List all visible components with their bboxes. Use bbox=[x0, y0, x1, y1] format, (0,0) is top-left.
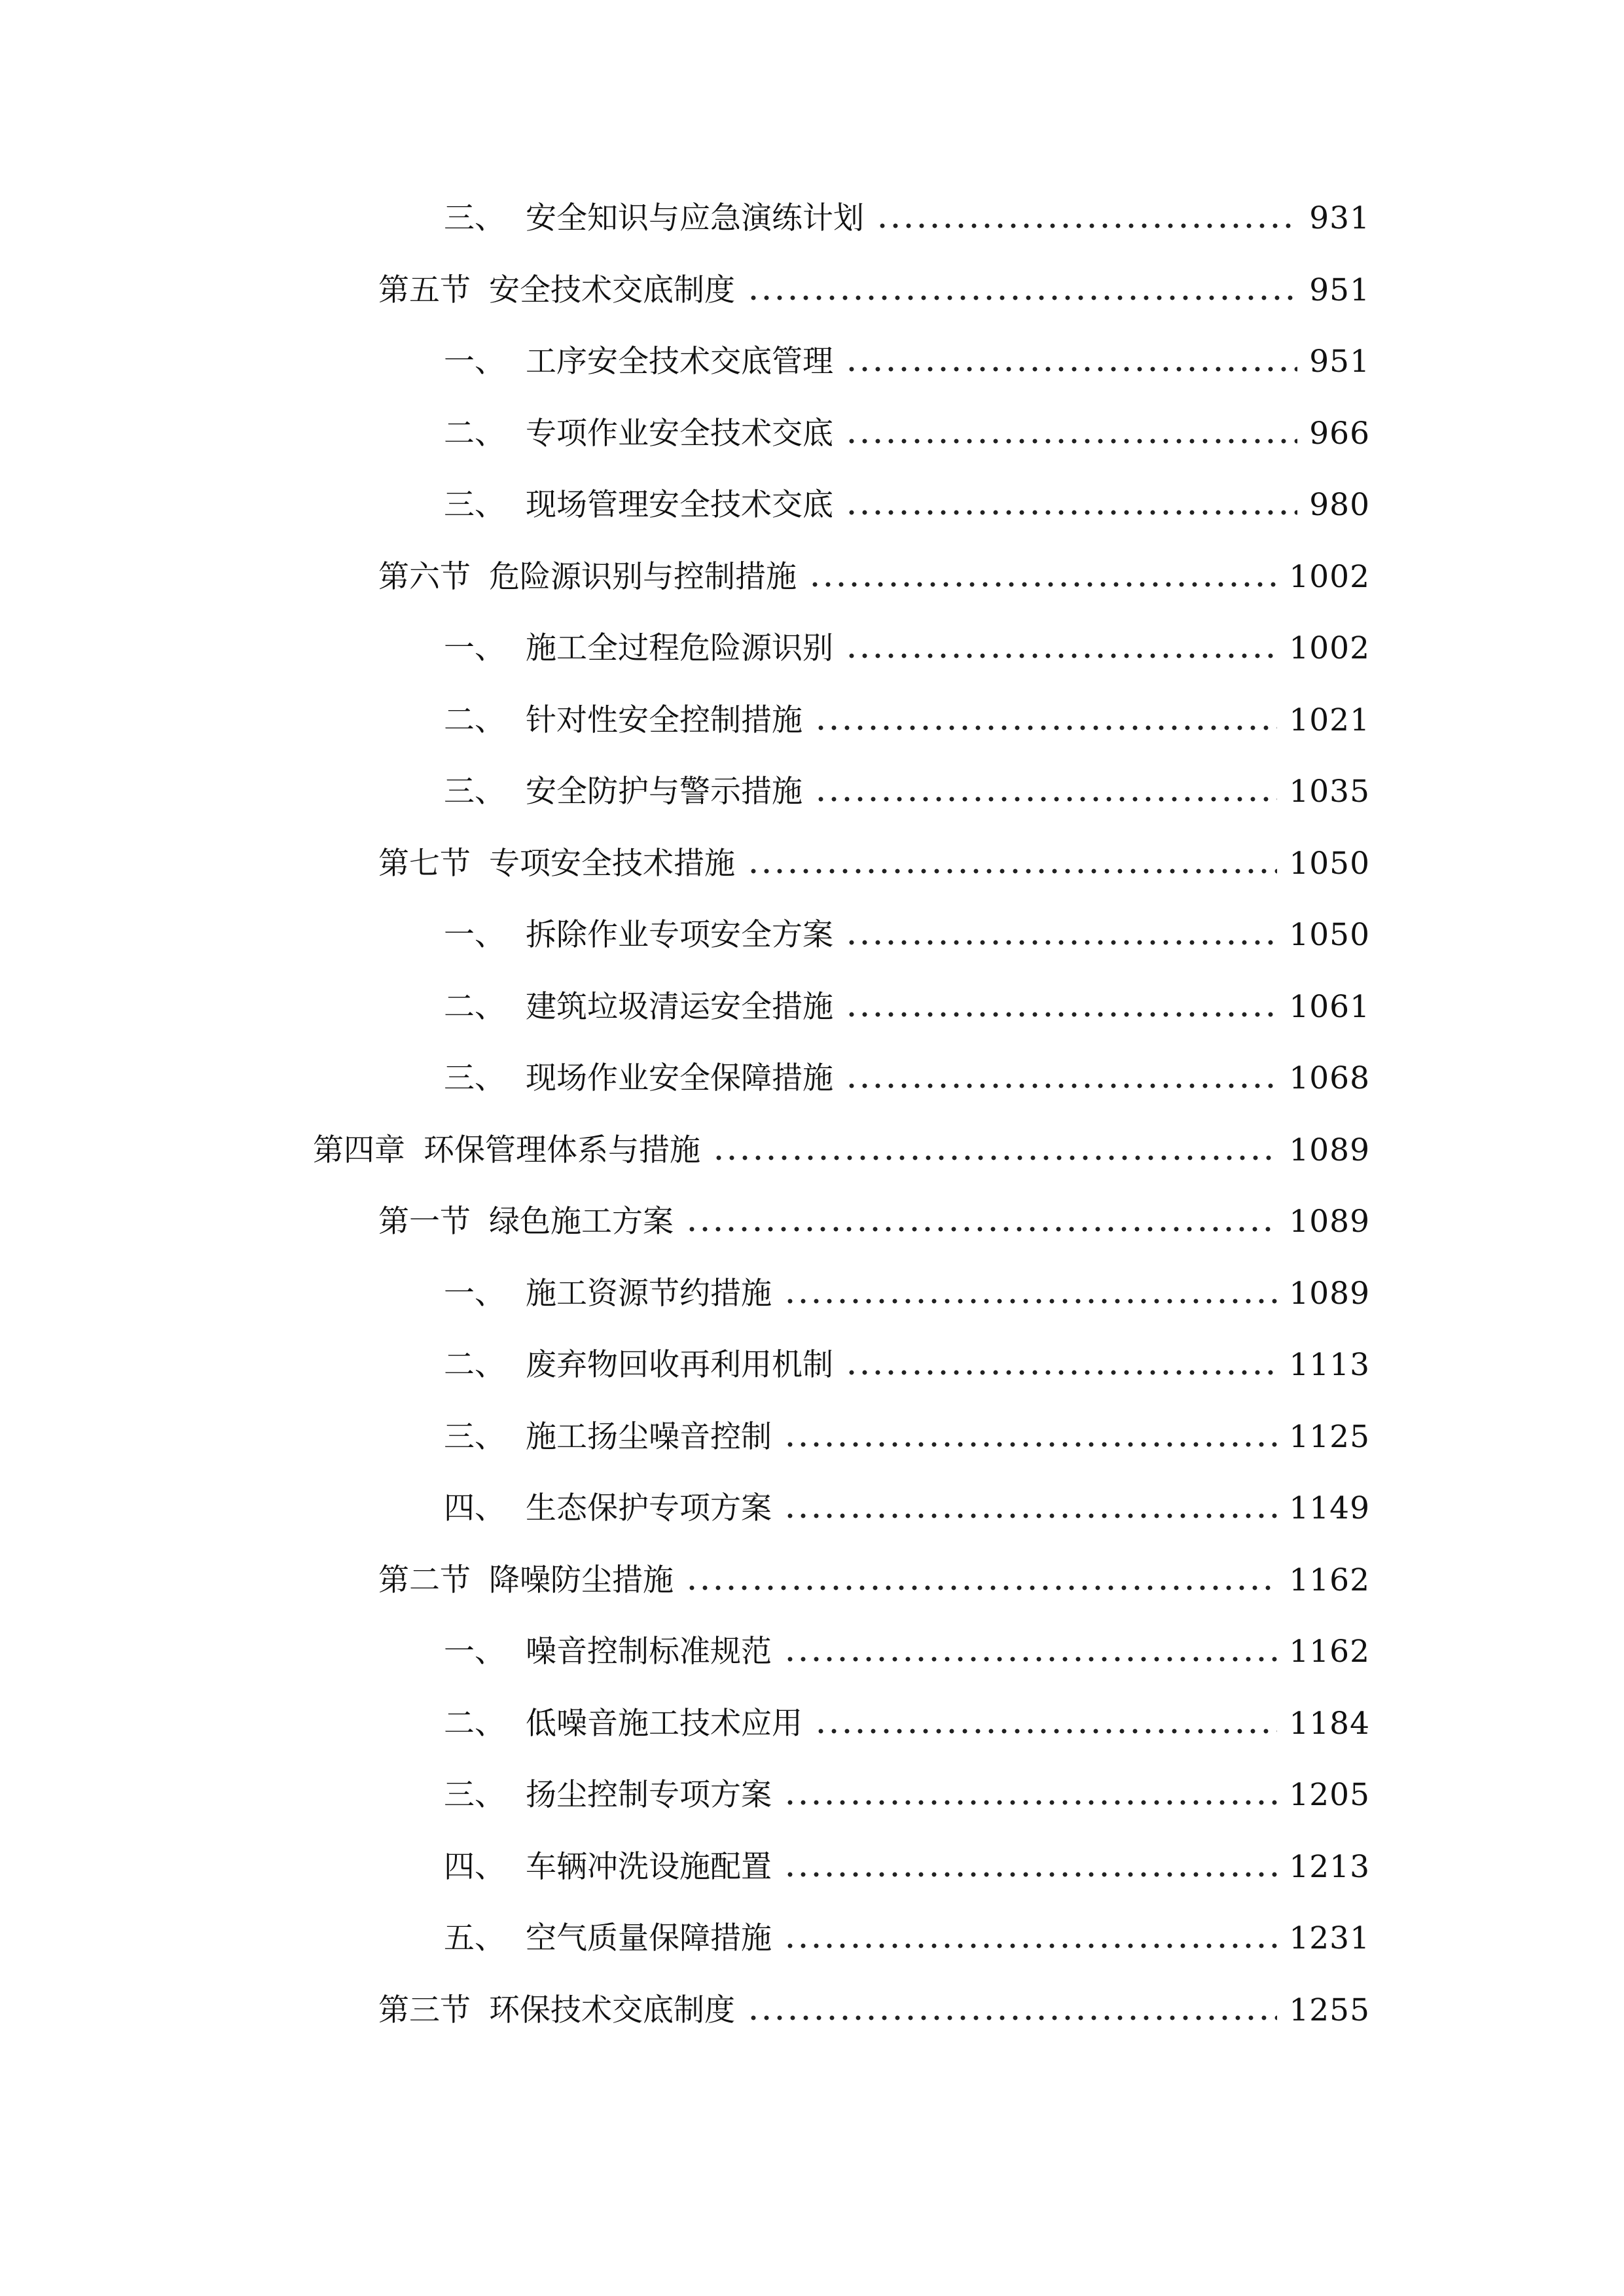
toc-entry-title: 现场管理安全技术交底 bbox=[526, 487, 833, 523]
toc-entry-number: 第三节 bbox=[378, 1992, 471, 2028]
toc-entry[interactable] bbox=[444, 1268, 1370, 1320]
toc-entry-page: 1113 bbox=[1289, 1347, 1370, 1383]
toc-entry-page: 1089 bbox=[1289, 1132, 1370, 1168]
toc-entry-title: 生态保护专项方案 bbox=[526, 1490, 772, 1526]
toc-entry-number: 三、 bbox=[444, 487, 505, 523]
toc-entry[interactable] bbox=[378, 1196, 1370, 1248]
toc-entry-page: 1002 bbox=[1289, 559, 1370, 595]
dot-leader bbox=[845, 653, 1277, 659]
toc-entry-number: 一、 bbox=[444, 917, 505, 953]
toc-entry-title: 安全防护与警示措施 bbox=[526, 774, 803, 810]
toc-entry-page: 1162 bbox=[1289, 1562, 1370, 1598]
dot-leader bbox=[845, 1083, 1277, 1089]
toc-entry-number: 第二节 bbox=[378, 1562, 471, 1598]
toc-entry-page: 931 bbox=[1309, 200, 1370, 236]
toc-entry-title: 车辆冲洗设施配置 bbox=[526, 1849, 772, 1885]
toc-entry-number: 二、 bbox=[444, 989, 505, 1025]
toc-entry-number: 三、 bbox=[444, 200, 505, 236]
toc-entry-page: 1089 bbox=[1289, 1204, 1370, 1240]
toc-entry[interactable] bbox=[378, 1554, 1370, 1607]
toc-entry-title: 施工资源节约措施 bbox=[526, 1276, 772, 1312]
toc-entry-number: 三、 bbox=[444, 1419, 505, 1455]
dot-leader bbox=[747, 868, 1277, 874]
toc-entry-number: 二、 bbox=[444, 1706, 505, 1742]
toc-entry-page: 1213 bbox=[1289, 1849, 1370, 1885]
toc-entry[interactable] bbox=[378, 264, 1370, 317]
toc-entry-title: 环保技术交底制度 bbox=[489, 1992, 735, 2028]
dot-leader bbox=[814, 796, 1277, 802]
toc-entry[interactable] bbox=[444, 1482, 1370, 1535]
dot-leader bbox=[784, 1298, 1277, 1304]
toc-entry[interactable] bbox=[444, 1912, 1370, 1965]
toc-entry-page: 1021 bbox=[1289, 702, 1370, 738]
toc-entry[interactable] bbox=[444, 622, 1370, 675]
dot-leader bbox=[747, 295, 1297, 301]
toc-entry-title: 现场作业安全保障措施 bbox=[526, 1060, 833, 1096]
toc-entry[interactable] bbox=[444, 408, 1370, 460]
toc-entry-page: 1068 bbox=[1289, 1060, 1370, 1096]
dot-leader bbox=[784, 1799, 1277, 1806]
toc-entry[interactable] bbox=[444, 479, 1370, 531]
toc-entry-page: 1255 bbox=[1289, 1992, 1370, 2028]
toc-entry-number: 一、 bbox=[444, 630, 505, 666]
toc-entry-title: 安全技术交底制度 bbox=[489, 272, 735, 308]
dot-leader bbox=[845, 438, 1297, 444]
dot-leader bbox=[784, 1943, 1277, 1949]
toc-entry[interactable] bbox=[444, 694, 1370, 747]
toc-entry-title: 专项安全技术措施 bbox=[489, 846, 735, 882]
toc-entry-title: 工序安全技术交底管理 bbox=[526, 344, 833, 380]
toc-entry-page: 1061 bbox=[1289, 989, 1370, 1025]
dot-leader bbox=[814, 1728, 1277, 1734]
toc-entry[interactable] bbox=[444, 1841, 1370, 1893]
dot-leader bbox=[784, 1513, 1277, 1519]
dot-leader bbox=[685, 1226, 1277, 1232]
toc-entry-number: 一、 bbox=[444, 1276, 505, 1312]
toc-entry-title: 扬尘控制专项方案 bbox=[526, 1777, 772, 1813]
toc-entry-title: 专项作业安全技术交底 bbox=[526, 416, 833, 452]
toc-entry[interactable] bbox=[444, 1626, 1370, 1678]
dot-leader bbox=[784, 1656, 1277, 1662]
toc-entry-page: 1050 bbox=[1289, 846, 1370, 882]
toc-entry-title: 低噪音施工技术应用 bbox=[526, 1706, 803, 1742]
toc-entry-page: 1002 bbox=[1289, 630, 1370, 666]
toc-entry-page: 1089 bbox=[1289, 1276, 1370, 1312]
toc-entry-title: 危险源识别与控制措施 bbox=[489, 559, 797, 595]
toc-entry-title: 施工扬尘噪音控制 bbox=[526, 1419, 772, 1455]
toc-entry-title: 针对性安全控制措施 bbox=[526, 702, 803, 738]
toc-entry-number: 四、 bbox=[444, 1490, 505, 1526]
toc-entry-number: 第五节 bbox=[378, 272, 471, 308]
toc-entry[interactable] bbox=[444, 981, 1370, 1033]
toc-entry-number: 第六节 bbox=[378, 559, 471, 595]
toc-entry-title: 降噪防尘措施 bbox=[489, 1562, 674, 1598]
toc-entry[interactable] bbox=[444, 192, 1370, 245]
toc-entry-number: 第四章 bbox=[313, 1132, 405, 1168]
dot-leader bbox=[845, 939, 1277, 946]
toc-entry[interactable] bbox=[444, 1411, 1370, 1463]
toc-entry[interactable] bbox=[378, 551, 1370, 603]
toc-entry[interactable] bbox=[444, 1339, 1370, 1391]
toc-entry-number: 第七节 bbox=[378, 846, 471, 882]
toc-entry-number: 第一节 bbox=[378, 1204, 471, 1240]
toc-entry-title: 安全知识与应急演练计划 bbox=[526, 200, 864, 236]
dot-leader bbox=[845, 366, 1297, 372]
toc-entry[interactable] bbox=[378, 1984, 1370, 2037]
toc-entry-title: 拆除作业专项安全方案 bbox=[526, 917, 833, 953]
toc-entry-title: 空气质量保障措施 bbox=[526, 1920, 772, 1956]
dot-leader bbox=[845, 509, 1297, 516]
toc-entry-page: 951 bbox=[1309, 344, 1370, 380]
toc-entry-page: 1125 bbox=[1289, 1419, 1370, 1455]
toc-entry-page: 980 bbox=[1309, 487, 1370, 523]
toc-entry[interactable] bbox=[378, 838, 1370, 890]
toc-entry-page: 966 bbox=[1309, 416, 1370, 452]
toc-entry-number: 四、 bbox=[444, 1849, 505, 1885]
dot-leader bbox=[685, 1585, 1277, 1591]
toc-entry-number: 三、 bbox=[444, 1060, 505, 1096]
toc-entry-page: 1050 bbox=[1289, 917, 1370, 953]
toc-entry-number: 二、 bbox=[444, 702, 505, 738]
toc-entry-page: 1205 bbox=[1289, 1777, 1370, 1813]
toc-entry[interactable] bbox=[444, 1698, 1370, 1750]
toc-entry-number: 三、 bbox=[444, 1777, 505, 1813]
toc-entry-number: 二、 bbox=[444, 1347, 505, 1383]
toc-entry[interactable] bbox=[444, 1769, 1370, 1821]
toc-entry-title: 废弃物回收再利用机制 bbox=[526, 1347, 833, 1383]
toc-entry-page: 1231 bbox=[1289, 1920, 1370, 1956]
dot-leader bbox=[814, 725, 1277, 731]
toc-entry-page: 1162 bbox=[1289, 1634, 1370, 1670]
dot-leader bbox=[876, 223, 1297, 229]
toc-entry-page: 1184 bbox=[1289, 1706, 1370, 1742]
dot-leader bbox=[808, 581, 1277, 588]
toc-entry-page: 1035 bbox=[1289, 774, 1370, 810]
toc-entry-number: 三、 bbox=[444, 774, 505, 810]
toc-entry-title: 建筑垃圾清运安全措施 bbox=[526, 989, 833, 1025]
toc-entry-number: 五、 bbox=[444, 1920, 505, 1956]
toc-entry-number: 二、 bbox=[444, 416, 505, 452]
toc-entry-number: 一、 bbox=[444, 344, 505, 380]
toc-entry-page: 951 bbox=[1309, 272, 1370, 308]
toc-entry-title: 绿色施工方案 bbox=[489, 1204, 674, 1240]
toc-entry-title: 施工全过程危险源识别 bbox=[526, 630, 833, 666]
toc-entry-page: 1149 bbox=[1289, 1490, 1370, 1526]
toc-entry[interactable] bbox=[444, 909, 1370, 961]
toc-entry-number: 一、 bbox=[444, 1634, 505, 1670]
toc-entry-title: 环保管理体系与措施 bbox=[424, 1132, 700, 1168]
dot-leader bbox=[845, 1011, 1277, 1018]
dot-leader bbox=[747, 2015, 1277, 2021]
dot-leader bbox=[845, 1369, 1277, 1376]
dot-leader bbox=[784, 1871, 1277, 1878]
toc-entry[interactable] bbox=[444, 1052, 1370, 1105]
dot-leader bbox=[784, 1441, 1277, 1448]
toc-entry[interactable] bbox=[444, 336, 1370, 388]
toc-entry[interactable] bbox=[313, 1124, 1370, 1177]
toc-entry-title: 噪音控制标准规范 bbox=[526, 1634, 772, 1670]
toc-entry[interactable] bbox=[444, 766, 1370, 818]
dot-leader bbox=[712, 1155, 1277, 1161]
